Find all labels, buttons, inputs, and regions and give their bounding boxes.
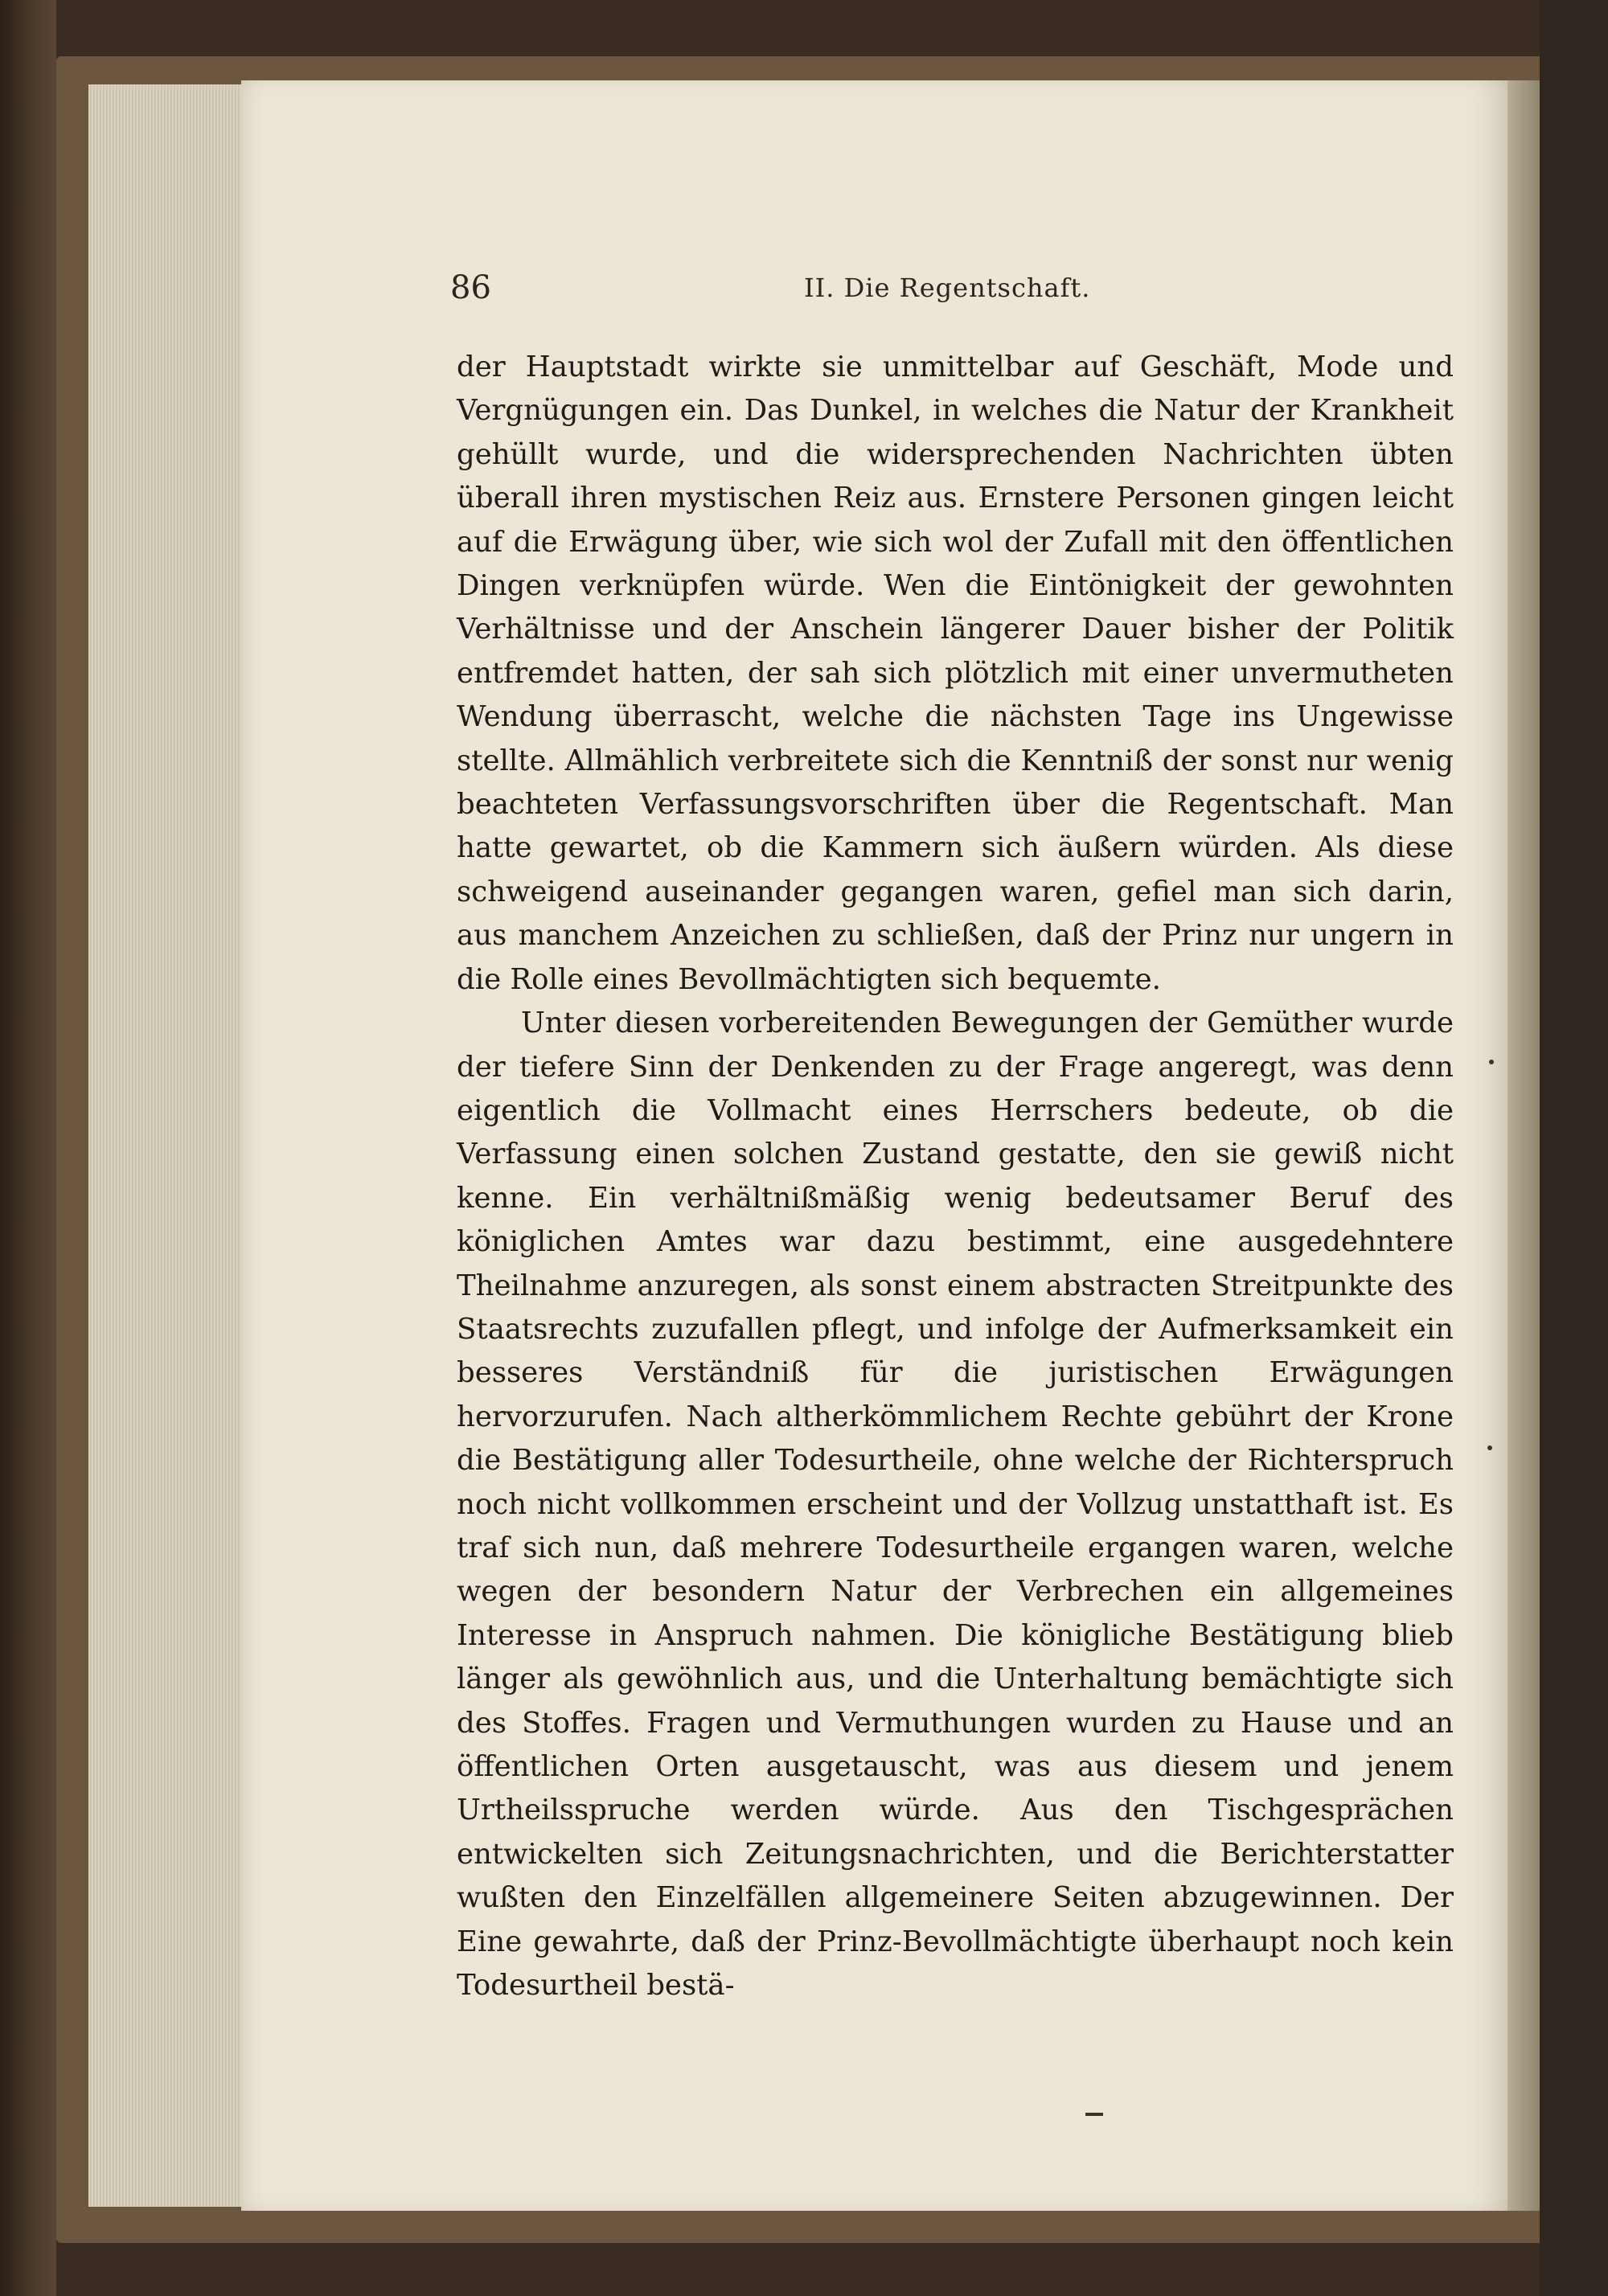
page-number: 86 <box>450 269 491 306</box>
running-head: II. Die Regentschaft. <box>804 273 1091 303</box>
paragraph-2: Unter diesen vorbereitenden Bewegungen der Gemüther wurde der tiefere Sinn der Denkenden zu der Frage angeregt, was denn eigentlich die Vollmacht eines Herrschers bedeute, ob die Verfassung einen solchen Zustand gestatte, den sie gewiß nicht kenne. Ein verhältnißmäßig wenig bedeutsamer Beruf des königlichen Amtes war dazu bestimmt, eine ausgedehntere Theilnahme anzuregen, als sonst einem abstracten Streitpunkte des Staatsrechts zuzufallen pflegt, und infolge der Aufmerksamkeit ein besseres Verständniß für die juristischen Erwägungen hervorzurufen. Nach altherkömmlichem Rechte gebührt der Krone die Bestätigung aller Todesurtheile, ohne welche der Richterspruch noch nicht vollkommen erscheint und der Vollzug unstatthaft ist. Es traf sich nun, daß mehrere Todesurtheile ergangen waren, welche wegen der besondern Natur der Verbrechen ein allgemeines Interesse in Anspruch nahmen. Die königliche Bestätigung blieb länger als gewöhnlich aus, und die Unterhaltung bemächtigte sich des Stoffes. Fragen und Vermuthungen wurden zu Hause und an öffentlichen Orten ausgetauscht, was aus diesem und jenem Urtheilsspruche werden würde. Aus den Tischgesprächen entwickelten sich Zeitungsnachrichten, und die Berichterstatter wußten den Einzelfällen allgemeinere Seiten abzugewinnen. Der Eine gewahrte, daß der Prinz-Bevollmächtigte überhaupt noch kein Todesurtheil bestä- <box>457 1007 1454 2003</box>
page-gutter-shadow <box>1508 80 1540 2211</box>
body-text <box>457 346 1454 2007</box>
ink-speck <box>1487 1445 1492 1450</box>
ink-speck <box>1489 1060 1494 1064</box>
page-header <box>450 269 1447 318</box>
paragraph-1: der Hauptstadt wirkte sie unmittelbar auf Geschäft, Mode und Vergnügungen ein. Das Dunkel, in welches die Natur der Krankheit gehüllt wurde, und die widersprechenden Nachrichten übten überall ihren mystischen Reiz aus. Ernstere Personen gingen leicht auf die Erwägung über, wie sich wol der Zufall mit den öffentlichen Dingen verknüpfen würde. Wen die Eintönigkeit der gewohnten Verhältnisse und der Anschein längerer Dauer bisher der Politik entfremdet hatten, der sah sich plötzlich mit einer unvermutheten Wendung überrascht, welche die nächsten Tage ins Ungewisse stellte. Allmählich verbreitete sich die Kenntniß der sonst nur wenig beachteten Verfassungsvorschriften über die Regentschaft. Man hatte gewartet, ob die Kammern sich äußern würden. Als diese schweigend auseinander gegangen waren, gefiel man sich darin, aus manchem Anzeichen zu schließen, daß der Prinz nur ungern in die Rolle eines Bevollmächtigten sich bequemte. <box>457 351 1454 996</box>
ink-mark <box>1085 2113 1103 2116</box>
page-stack-edges <box>88 84 244 2207</box>
book-binding-left <box>0 0 56 2296</box>
background-right <box>1540 0 1608 2296</box>
